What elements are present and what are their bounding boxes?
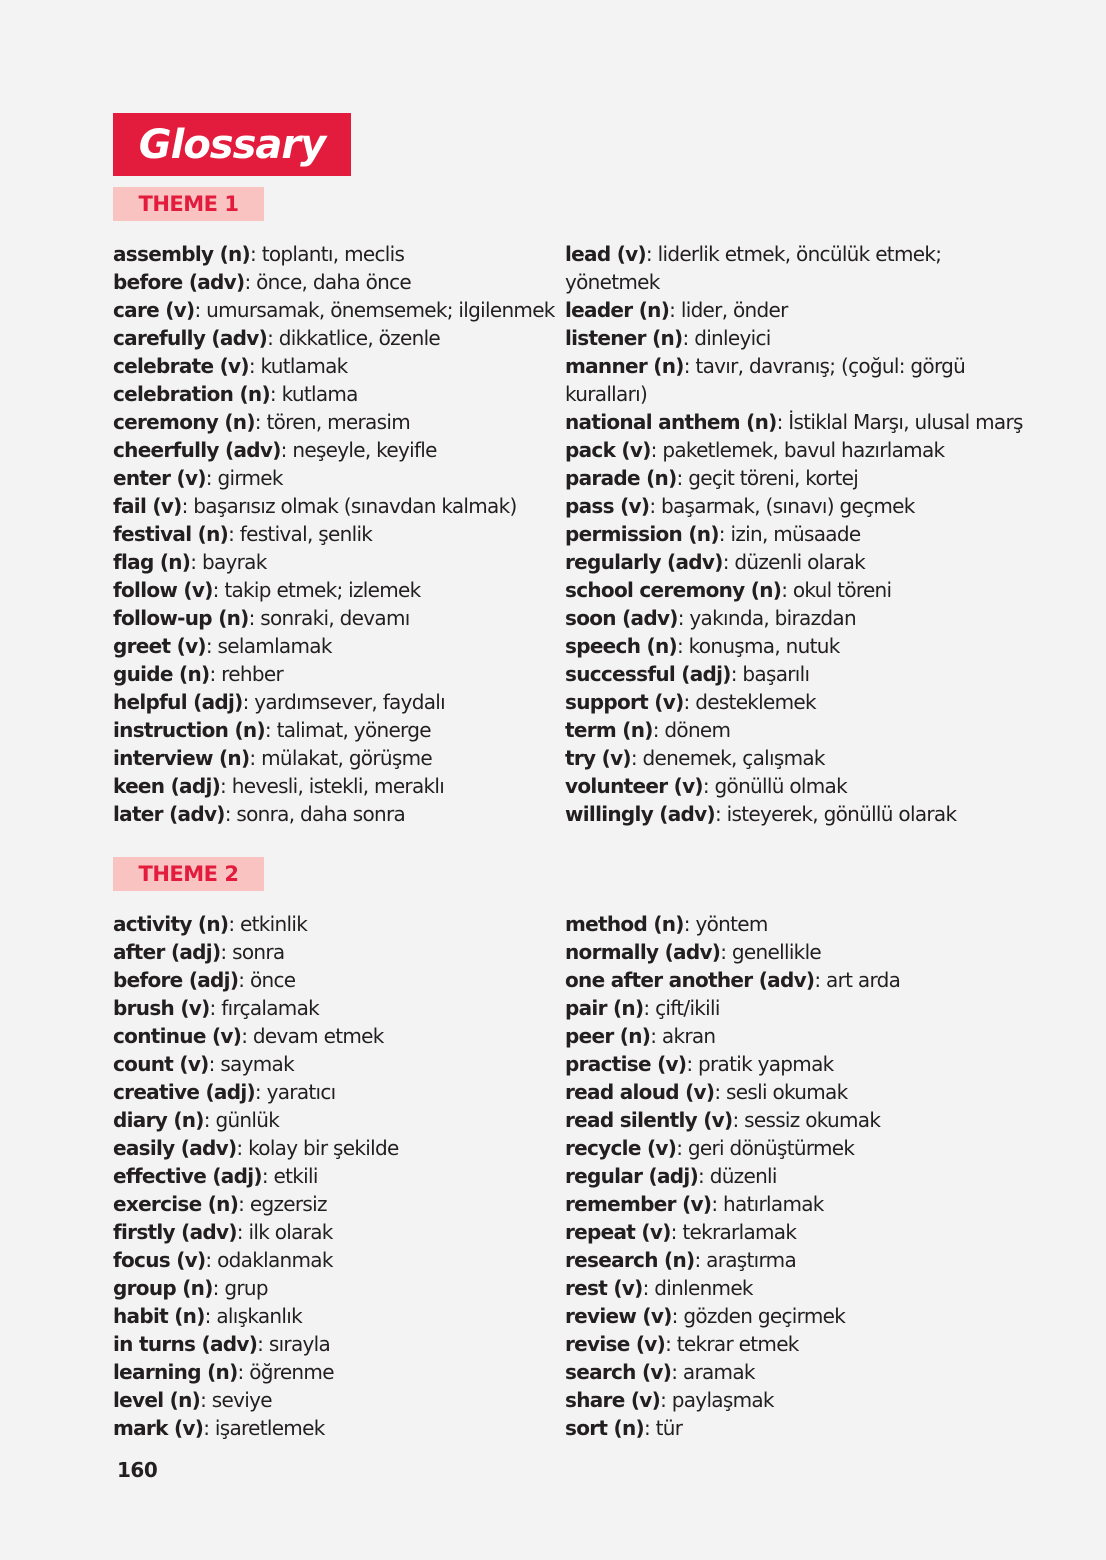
- glossary-definition: : dinlenmek: [642, 1276, 753, 1300]
- glossary-definition: : sesli okumak: [714, 1080, 848, 1104]
- glossary-entry: [113, 520, 553, 548]
- glossary-entry: [565, 1022, 995, 1050]
- glossary-entry: [565, 772, 995, 800]
- glossary-entry: [565, 464, 995, 492]
- glossary-entry: [565, 744, 995, 772]
- glossary-term: rest (v): [565, 1276, 643, 1300]
- page-number: 160: [117, 1458, 158, 1482]
- glossary-term: listener (n): [565, 326, 683, 350]
- glossary-definition: : kolay bir şekilde: [236, 1136, 399, 1160]
- glossary-definition: : lider, önder: [669, 298, 788, 322]
- glossary-term: habit (n): [113, 1304, 205, 1328]
- glossary-entry: [565, 436, 995, 464]
- glossary-term: follow-up (n): [113, 606, 249, 630]
- glossary-term: practise (v): [565, 1052, 687, 1076]
- glossary-definition: : bayrak: [190, 550, 267, 574]
- glossary-entry: [113, 688, 553, 716]
- glossary-entry: [113, 1022, 553, 1050]
- glossary-entry: [113, 268, 553, 296]
- glossary-term: before (adv): [113, 270, 245, 294]
- glossary-entry: [565, 324, 995, 352]
- glossary-term: later (adv): [113, 802, 225, 826]
- glossary-term: effective (adj): [113, 1164, 262, 1188]
- glossary-term: helpful (adj): [113, 690, 243, 714]
- glossary-term: festival (n): [113, 522, 229, 546]
- glossary-entry: [565, 1302, 995, 1330]
- glossary-definition: : art arda: [814, 968, 901, 992]
- glossary-definition: : yöntem: [683, 912, 768, 936]
- glossary-entry: [565, 352, 995, 408]
- glossary-definition: : alışkanlık: [204, 1304, 302, 1328]
- page-title: Glossary: [138, 121, 326, 168]
- glossary-definition: : geçit töreni, kortej: [676, 466, 859, 490]
- glossary-definition: : etkili: [261, 1164, 318, 1188]
- glossary-entry: [113, 632, 553, 660]
- glossary-term: assembly (n): [113, 242, 251, 266]
- glossary-term: read silently (v): [565, 1108, 733, 1132]
- glossary-entry: [113, 1134, 553, 1162]
- glossary-entry: [565, 632, 995, 660]
- glossary-entry: [565, 492, 995, 520]
- glossary-entry: [113, 1218, 553, 1246]
- glossary-definition: : konuşma, nutuk: [676, 634, 840, 658]
- glossary-entry: [113, 1050, 553, 1078]
- glossary-definition: : paketlemek, bavul hazırlamak: [650, 438, 945, 462]
- glossary-definition: : izin, müsaade: [718, 522, 861, 546]
- glossary-term: recycle (v): [565, 1136, 677, 1160]
- glossary-term: pair (n): [565, 996, 644, 1020]
- glossary-definition: : işaretlemek: [203, 1416, 325, 1440]
- glossary-definition: : takip etmek; izlemek: [212, 578, 421, 602]
- glossary-term: regular (adj): [565, 1164, 699, 1188]
- glossary-definition: : neşeyle, keyifle: [280, 438, 437, 462]
- glossary-definition: : saymak: [208, 1052, 294, 1076]
- glossary-term: after (adj): [113, 940, 221, 964]
- glossary-term: manner (n): [565, 354, 684, 378]
- glossary-definition: : sırayla: [257, 1332, 331, 1356]
- glossary-definition: : selamlamak: [205, 634, 332, 658]
- glossary-term: follow (v): [113, 578, 213, 602]
- glossary-definition: : geri dönüştürmek: [676, 1136, 855, 1160]
- glossary-term: revise (v): [565, 1332, 666, 1356]
- glossary-term: willingly (adv): [565, 802, 715, 826]
- glossary-definition: : dinleyici: [682, 326, 771, 350]
- glossary-term: celebrate (v): [113, 354, 249, 378]
- glossary-term: lead (v): [565, 242, 646, 266]
- glossary-term: mark (v): [113, 1416, 204, 1440]
- glossary-entry: [113, 380, 553, 408]
- glossary-entry: [113, 772, 553, 800]
- glossary-term: one after another (adv): [565, 968, 815, 992]
- glossary-entry: [113, 240, 553, 268]
- glossary-entry: [113, 1274, 553, 1302]
- glossary-entry: [565, 1134, 995, 1162]
- glossary-definition: : sonra: [220, 940, 285, 964]
- glossary-definition: : etkinlik: [228, 912, 308, 936]
- glossary-definition: : grup: [212, 1276, 268, 1300]
- glossary-definition: : seviye: [200, 1388, 272, 1412]
- glossary-definition: : gönüllü olmak: [702, 774, 847, 798]
- glossary-definition: : düzenli: [698, 1164, 777, 1188]
- theme-1-left-column: [113, 240, 553, 828]
- glossary-entry: [113, 744, 553, 772]
- glossary-term: share (v): [565, 1388, 661, 1412]
- theme-1-right-column: [565, 240, 1023, 828]
- glossary-term: fail (v): [113, 494, 182, 518]
- theme-1-badge: THEME 1: [113, 187, 264, 221]
- glossary-definition: : başarmak, (sınavı) geçmek: [649, 494, 915, 518]
- glossary-entry: [113, 994, 553, 1022]
- glossary-definition: : araştırma: [694, 1248, 796, 1272]
- glossary-entry: [565, 408, 1023, 436]
- glossary-definition: : kutlama: [269, 382, 358, 406]
- glossary-definition: : önce: [238, 968, 296, 992]
- glossary-entry: [565, 1358, 995, 1386]
- glossary-entry: [113, 492, 553, 520]
- glossary-term: continue (v): [113, 1024, 242, 1048]
- glossary-term: pass (v): [565, 494, 650, 518]
- theme-2-badge: THEME 2: [113, 857, 264, 891]
- glossary-entry: [113, 1358, 553, 1386]
- glossary-definition: : hatırlamak: [711, 1192, 824, 1216]
- theme-2-left-column: [113, 910, 553, 1442]
- glossary-term: review (v): [565, 1304, 672, 1328]
- glossary-term: carefully (adv): [113, 326, 268, 350]
- glossary-term: leader (n): [565, 298, 670, 322]
- glossary-entry: [113, 352, 553, 380]
- glossary-entry: [113, 1302, 553, 1330]
- glossary-term: repeat (v): [565, 1220, 671, 1244]
- glossary-definition: : İstiklal Marşı, ulusal marş: [776, 410, 1023, 434]
- glossary-term: greet (v): [113, 634, 206, 658]
- glossary-definition: : tekrar etmek: [665, 1332, 799, 1356]
- glossary-entry: [565, 688, 995, 716]
- glossary-term: ceremony (n): [113, 410, 255, 434]
- glossary-term: successful (adj): [565, 662, 731, 686]
- glossary-term: national anthem (n): [565, 410, 777, 434]
- glossary-term: focus (v): [113, 1248, 206, 1272]
- glossary-definition: : yakında, birazdan: [677, 606, 856, 630]
- glossary-entry: [565, 576, 995, 604]
- glossary-entry: [113, 716, 553, 744]
- glossary-entry: [113, 576, 553, 604]
- glossary-term: support (v): [565, 690, 684, 714]
- glossary-entry: [565, 1414, 995, 1442]
- glossary-definition: : öğrenme: [237, 1360, 334, 1384]
- glossary-definition: : önce, daha önce: [244, 270, 412, 294]
- glossary-entry: [565, 1106, 995, 1134]
- glossary-term: count (v): [113, 1052, 209, 1076]
- glossary-title-banner: [113, 113, 351, 176]
- glossary-definition: : sonraki, devamı: [248, 606, 410, 630]
- glossary-entry: [113, 464, 553, 492]
- glossary-term: exercise (n): [113, 1192, 239, 1216]
- glossary-definition: : başarısız olmak (sınavdan kalmak): [181, 494, 517, 518]
- glossary-definition: : yaratıcı: [254, 1080, 336, 1104]
- glossary-term: pack (v): [565, 438, 651, 462]
- glossary-definition: : gözden geçirmek: [671, 1304, 846, 1328]
- glossary-term: permission (n): [565, 522, 719, 546]
- glossary-term: diary (n): [113, 1108, 204, 1132]
- glossary-term: care (v): [113, 298, 195, 322]
- glossary-entry: [113, 1414, 553, 1442]
- glossary-entry: [565, 1274, 995, 1302]
- glossary-term: level (n): [113, 1388, 201, 1412]
- glossary-term: term (n): [565, 718, 653, 742]
- glossary-definition: : liderlik etmek, öncülük etmek; yönetmek: [565, 242, 942, 294]
- glossary-definition: : pratik yapmak: [686, 1052, 834, 1076]
- glossary-term: remember (v): [565, 1192, 712, 1216]
- glossary-definition: : günlük: [203, 1108, 280, 1132]
- glossary-term: flag (n): [113, 550, 191, 574]
- glossary-term: sort (n): [565, 1416, 644, 1440]
- glossary-entry: [113, 660, 553, 688]
- glossary-entry: [113, 1386, 553, 1414]
- glossary-entry: [565, 1190, 995, 1218]
- glossary-definition: : sessiz okumak: [732, 1108, 881, 1132]
- glossary-definition: : çift/ikili: [643, 996, 720, 1020]
- glossary-definition: : tür: [643, 1416, 683, 1440]
- glossary-definition: : paylaşmak: [660, 1388, 774, 1412]
- glossary-term: soon (adv): [565, 606, 678, 630]
- glossary-definition: : dönem: [652, 718, 731, 742]
- glossary-entry: [113, 324, 553, 352]
- glossary-definition: : tekrarlamak: [670, 1220, 797, 1244]
- glossary-definition: : okul töreni: [781, 578, 892, 602]
- glossary-term: before (adj): [113, 968, 239, 992]
- glossary-entry: [113, 800, 553, 828]
- glossary-definition: : fırçalamak: [209, 996, 320, 1020]
- glossary-term: group (n): [113, 1276, 213, 1300]
- glossary-definition: : kutlamak: [248, 354, 348, 378]
- glossary-entry: [113, 1330, 553, 1358]
- glossary-term: school ceremony (n): [565, 578, 782, 602]
- glossary-entry: [565, 1246, 995, 1274]
- glossary-definition: : yardımsever, faydalı: [242, 690, 445, 714]
- glossary-entry: [565, 966, 995, 994]
- glossary-term: guide (n): [113, 662, 210, 686]
- glossary-term: brush (v): [113, 996, 210, 1020]
- glossary-definition: : genellikle: [720, 940, 822, 964]
- glossary-definition: : sonra, daha sonra: [224, 802, 406, 826]
- glossary-entry: [565, 1050, 995, 1078]
- glossary-term: peer (n): [565, 1024, 651, 1048]
- glossary-definition: : akran: [650, 1024, 716, 1048]
- glossary-definition: : denemek, çalışmak: [630, 746, 825, 770]
- glossary-definition: : talimat, yönerge: [264, 718, 431, 742]
- glossary-definition: : mülakat, görüşme: [249, 746, 432, 770]
- glossary-term: learning (n): [113, 1360, 238, 1384]
- glossary-entry: [113, 938, 553, 966]
- glossary-entry: [565, 520, 995, 548]
- glossary-term: normally (adv): [565, 940, 721, 964]
- glossary-entry: [113, 1246, 553, 1274]
- glossary-entry: [565, 994, 995, 1022]
- glossary-definition: : umursamak, önemsemek; ilgilenmek: [194, 298, 555, 322]
- glossary-entry: [113, 1162, 553, 1190]
- glossary-term: in turns (adv): [113, 1332, 258, 1356]
- glossary-entry: [565, 604, 995, 632]
- glossary-entry: [113, 436, 553, 464]
- glossary-entry: [113, 1190, 553, 1218]
- glossary-entry: [565, 800, 995, 828]
- glossary-term: speech (n): [565, 634, 677, 658]
- glossary-definition: : isteyerek, gönüllü olarak: [714, 802, 957, 826]
- glossary-definition: : devam etmek: [241, 1024, 384, 1048]
- glossary-term: celebration (n): [113, 382, 270, 406]
- glossary-term: easily (adv): [113, 1136, 237, 1160]
- glossary-entry: [113, 604, 553, 632]
- theme-2-right-column: [565, 910, 995, 1442]
- glossary-term: instruction (n): [113, 718, 265, 742]
- glossary-entry: [113, 296, 553, 324]
- glossary-term: keen (adj): [113, 774, 221, 798]
- glossary-entry: [565, 1330, 995, 1358]
- glossary-definition: : başarılı: [730, 662, 810, 686]
- glossary-definition: : festival, şenlik: [228, 522, 373, 546]
- glossary-entry: [565, 716, 995, 744]
- glossary-entry: [565, 660, 995, 688]
- glossary-term: parade (n): [565, 466, 677, 490]
- glossary-entry: [565, 910, 995, 938]
- glossary-entry: [565, 1386, 995, 1414]
- glossary-term: firstly (adv): [113, 1220, 237, 1244]
- glossary-term: cheerfully (adv): [113, 438, 281, 462]
- glossary-entry: [113, 1078, 553, 1106]
- glossary-definition: : tavır, davranış; (çoğul: görgü kuralları): [565, 354, 966, 406]
- glossary-entry: [565, 548, 995, 576]
- glossary-entry: [113, 548, 553, 576]
- glossary-term: method (n): [565, 912, 684, 936]
- glossary-definition: : toplantı, meclis: [250, 242, 405, 266]
- glossary-definition: : dikkatlice, özenle: [267, 326, 441, 350]
- glossary-definition: : ilk olarak: [236, 1220, 333, 1244]
- glossary-definition: : rehber: [209, 662, 283, 686]
- glossary-definition: : egzersiz: [238, 1192, 327, 1216]
- glossary-entry: [565, 240, 995, 296]
- glossary-term: try (v): [565, 746, 631, 770]
- glossary-definition: : odaklanmak: [205, 1248, 333, 1272]
- glossary-term: enter (v): [113, 466, 206, 490]
- glossary-term: volunteer (v): [565, 774, 703, 798]
- glossary-term: search (v): [565, 1360, 672, 1384]
- glossary-term: read aloud (v): [565, 1080, 715, 1104]
- glossary-entry: [113, 966, 553, 994]
- glossary-entry: [113, 408, 553, 436]
- glossary-entry: [565, 938, 995, 966]
- glossary-entry: [565, 1078, 995, 1106]
- glossary-definition: : aramak: [671, 1360, 755, 1384]
- glossary-term: regularly (adv): [565, 550, 723, 574]
- glossary-entry: [113, 910, 553, 938]
- glossary-definition: : düzenli olarak: [722, 550, 866, 574]
- glossary-definition: : girmek: [205, 466, 283, 490]
- glossary-entry: [565, 296, 995, 324]
- glossary-term: creative (adj): [113, 1080, 255, 1104]
- glossary-definition: : hevesli, istekli, meraklı: [220, 774, 445, 798]
- glossary-definition: : desteklemek: [683, 690, 816, 714]
- glossary-definition: : tören, merasim: [254, 410, 410, 434]
- glossary-term: interview (n): [113, 746, 250, 770]
- glossary-term: research (n): [565, 1248, 695, 1272]
- glossary-entry: [565, 1218, 995, 1246]
- glossary-entry: [113, 1106, 553, 1134]
- glossary-term: activity (n): [113, 912, 229, 936]
- glossary-entry: [565, 1162, 995, 1190]
